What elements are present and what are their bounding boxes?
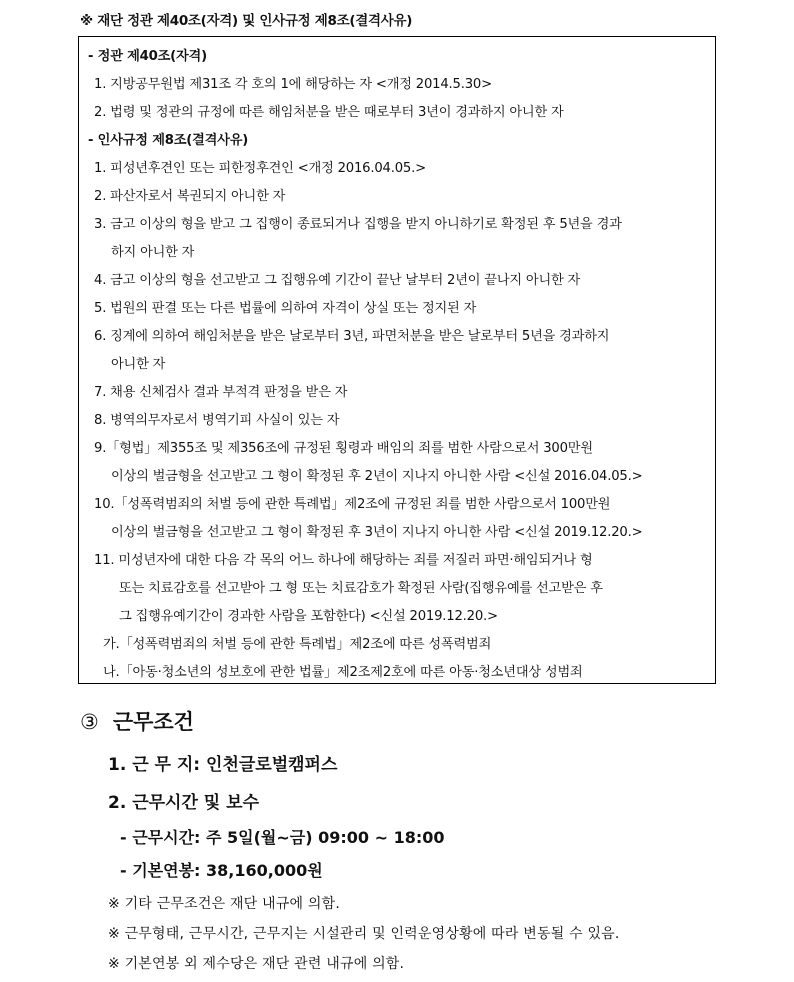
base-salary: - 기본연봉: 38,160,000원 [120,861,323,880]
list-item: 1. 지방공무원법 제31조 각 호의 1에 해당하는 자 <개정 2014.5.30> [94,77,492,92]
note: ※ 기타 근무조건은 재단 내규에 의함. [108,896,340,912]
list-item-continuation: 이상의 벌금형을 선고받고 그 형이 확정된 후 2년이 지나지 아니한 사람 <신설 2016.04.05.> [111,469,643,484]
list-item-continuation: 이상의 벌금형을 선고받고 그 형이 확정된 후 3년이 지나지 아니한 사람 <신설 2019.12.20.> [111,525,643,540]
section-title: 근무조건 [112,710,194,734]
list-item: 10.「성폭력범죄의 처벌 등에 관한 특례법」제2조에 규정된 죄를 범한 사람으로서 100만원 [94,497,611,512]
qualification-box [78,36,716,684]
list-item-continuation: 하지 아니한 자 [111,245,195,260]
section-heading [80,706,194,736]
list-item-continuation: 또는 치료감호를 선고받아 그 형 또는 치료감호가 확정된 사람(집행유예를 선고받은 후 [119,581,603,596]
list-item: 9.「형법」제355조 및 제356조에 규정된 횡령과 배임의 죄를 범한 사람으로서 300만원 [94,441,593,456]
articles-subheading: - 정관 제40조(자격) [88,49,207,64]
work-hours: - 근무시간: 주 5일(월~금) 09:00 ~ 18:00 [120,828,445,847]
hours-and-pay-heading: 2. 근무시간 및 보수 [108,793,259,813]
sub-list-item: 나.「아동·청소년의 성보호에 관한 법률」제2조제2호에 따른 아동·청소년대상 성범죄 [103,665,583,680]
list-item: 7. 채용 신체검사 결과 부적격 판정을 받은 자 [94,385,348,400]
list-item: 2. 파산자로서 복권되지 아니한 자 [94,189,286,204]
list-item: 1. 피성년후견인 또는 피한정후견인 <개정 2016.04.05.> [94,161,426,176]
notice-header: ※ 재단 정관 제40조(자격) 및 인사규정 제8조(결격사유) [80,13,413,29]
note: ※ 기본연봉 외 제수당은 재단 관련 내규에 의함. [108,956,405,972]
personnel-subheading: - 인사규정 제8조(결격사유) [88,133,249,148]
list-item-continuation: 그 집행유예기간이 경과한 사람을 포함한다) <신설 2019.12.20.> [119,609,498,624]
work-location: 1. 근 무 지: 인천글로벌캠퍼스 [108,755,338,775]
list-item: 11. 미성년자에 대한 다음 각 목의 어느 하나에 해당하는 죄를 저질러 파면·해임되거나 형 [94,553,593,568]
list-item: 3. 금고 이상의 형을 받고 그 집행이 종료되거나 집행을 받지 아니하기로 확정된 후 5년을 경과 [94,217,622,232]
list-item-continuation: 아니한 자 [111,357,166,372]
section-number: ③ [80,710,99,734]
list-item: 8. 병역의무자로서 병역기피 사실이 있는 자 [94,413,340,428]
note: ※ 근무형태, 근무시간, 근무지는 시설관리 및 인력운영상황에 따라 변동될 수 있음. [108,926,620,942]
list-item: 4. 금고 이상의 형을 선고받고 그 집행유예 기간이 끝난 날부터 2년이 끝나지 아니한 자 [94,273,581,288]
list-item: 2. 법령 및 정관의 규정에 따른 해임처분을 받은 때로부터 3년이 경과하지 아니한 자 [94,105,564,120]
sub-list-item: 가.「성폭력범죄의 처벌 등에 관한 특례법」제2조에 따른 성폭력범죄 [103,637,492,652]
list-item: 6. 징계에 의하여 해임처분을 받은 날로부터 3년, 파면처분을 받은 날로부터 5년을 경과하지 [94,329,610,344]
list-item: 5. 법원의 판결 또는 다른 법률에 의하여 자격이 상실 또는 정지된 자 [94,301,477,316]
